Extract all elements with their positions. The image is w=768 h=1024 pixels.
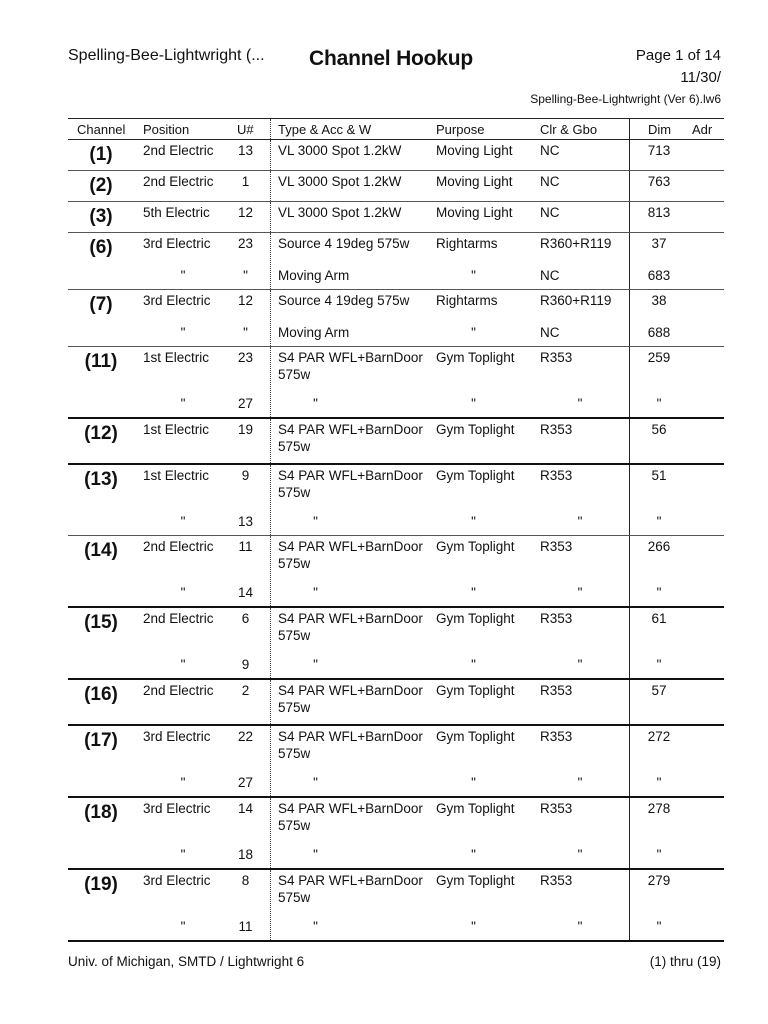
channel-number: (11) xyxy=(84,351,118,372)
column-header-dimmer: Dim xyxy=(648,122,672,137)
position-cell: 1st Electric xyxy=(143,468,210,483)
type-cell: S4 PAR WFL+BarnDoor 575w xyxy=(278,801,423,833)
table-row xyxy=(68,680,724,724)
channel-number: (14) xyxy=(84,540,118,561)
channel-group xyxy=(68,171,724,202)
purpose-cell: Gym Toplight xyxy=(436,873,515,888)
dimmer-cell: 56 xyxy=(651,422,667,437)
dimmer-cell: 57 xyxy=(651,683,667,698)
type-cell: Source 4 19deg 575w xyxy=(278,236,410,251)
color-cell: " xyxy=(577,657,583,672)
purpose-cell: Gym Toplight xyxy=(436,801,515,816)
type-cell: " xyxy=(313,847,318,862)
unit-number-cell: 2 xyxy=(241,683,250,698)
channel-number: (3) xyxy=(89,206,113,227)
channel-number: (1) xyxy=(89,144,113,165)
channel-group xyxy=(68,680,724,726)
column-divider-solid xyxy=(629,608,630,678)
dimmer-cell: 278 xyxy=(647,801,671,816)
dimmer-cell: " xyxy=(656,919,662,934)
column-divider-dotted xyxy=(270,465,271,535)
purpose-cell: " xyxy=(471,396,476,411)
hookup-table xyxy=(68,118,724,942)
column-divider-dotted xyxy=(270,140,271,170)
position-cell: " xyxy=(180,268,186,283)
purpose-cell: " xyxy=(471,919,476,934)
dimmer-cell: " xyxy=(656,396,662,411)
color-cell: " xyxy=(577,775,583,790)
position-cell: 2nd Electric xyxy=(143,143,214,158)
column-divider-solid xyxy=(629,798,630,868)
table-row xyxy=(68,770,724,796)
channel-group xyxy=(68,536,724,608)
color-cell: " xyxy=(577,919,583,934)
type-cell: S4 PAR WFL+BarnDoor 575w xyxy=(278,729,423,761)
purpose-cell: Gym Toplight xyxy=(436,729,515,744)
dimmer-cell: 259 xyxy=(647,350,671,365)
column-header-position: Position xyxy=(143,122,190,137)
channel-group xyxy=(68,465,724,536)
unit-number-cell: " xyxy=(243,268,248,283)
page-title: Channel Hookup xyxy=(309,47,474,70)
unit-number-cell: 12 xyxy=(237,293,254,308)
type-cell: " xyxy=(313,585,318,600)
type-cell: " xyxy=(313,775,318,790)
purpose-cell: Rightarms xyxy=(436,293,498,308)
unit-number-cell: 14 xyxy=(237,585,254,600)
channel-number: (18) xyxy=(84,802,118,823)
column-divider-dotted xyxy=(270,419,271,463)
position-cell: " xyxy=(180,919,186,934)
type-cell: VL 3000 Spot 1.2kW xyxy=(278,174,402,189)
column-divider-solid xyxy=(629,233,630,289)
unit-number-cell: 23 xyxy=(237,236,254,251)
type-cell: VL 3000 Spot 1.2kW xyxy=(278,205,402,220)
unit-number-cell: 22 xyxy=(237,729,254,744)
page-number: Page 1 of 14 xyxy=(635,47,721,64)
column-divider-solid xyxy=(629,171,630,201)
footer-range: (1) thru (19) xyxy=(649,954,721,969)
channel-number: (17) xyxy=(84,730,118,751)
type-cell: " xyxy=(313,514,318,529)
position-cell: " xyxy=(180,514,186,529)
unit-number-cell: 9 xyxy=(241,657,250,672)
type-cell: Moving Arm xyxy=(278,268,350,283)
dimmer-cell: 688 xyxy=(647,325,671,340)
channel-number: (15) xyxy=(84,612,118,633)
dimmer-cell: 38 xyxy=(651,293,667,308)
column-header-channel: Channel xyxy=(77,122,126,137)
column-divider-dotted xyxy=(270,233,271,289)
position-cell: 2nd Electric xyxy=(143,539,214,554)
table-row xyxy=(68,347,724,391)
color-cell: R353 xyxy=(540,539,573,554)
unit-number-cell: 6 xyxy=(241,611,250,626)
purpose-cell: Gym Toplight xyxy=(436,468,515,483)
dimmer-cell: 279 xyxy=(647,873,671,888)
unit-number-cell: 27 xyxy=(237,775,254,790)
type-cell: " xyxy=(313,919,318,934)
table-row xyxy=(68,465,724,509)
channel-number: (6) xyxy=(89,237,113,258)
color-cell: R353 xyxy=(540,729,573,744)
channel-group xyxy=(68,608,724,680)
dimmer-cell: 763 xyxy=(647,174,671,189)
table-row xyxy=(68,652,724,678)
purpose-cell: Gym Toplight xyxy=(436,350,515,365)
purpose-cell: Moving Light xyxy=(436,143,513,158)
position-cell: 1st Electric xyxy=(143,422,210,437)
column-divider-solid xyxy=(629,726,630,796)
purpose-cell: Gym Toplight xyxy=(436,611,515,626)
color-cell: NC xyxy=(540,143,560,158)
color-cell: NC xyxy=(540,205,560,220)
dimmer-cell: 683 xyxy=(647,268,671,283)
color-cell: " xyxy=(577,585,583,600)
purpose-cell: " xyxy=(471,775,476,790)
color-cell: R360+R119 xyxy=(540,236,612,251)
column-divider-solid xyxy=(629,202,630,232)
dimmer-cell: 713 xyxy=(647,143,671,158)
column-divider-dotted xyxy=(270,202,271,232)
color-cell: R353 xyxy=(540,350,573,365)
color-cell: R353 xyxy=(540,801,573,816)
channel-group xyxy=(68,419,724,465)
column-divider-dotted xyxy=(270,347,271,417)
column-divider-dotted xyxy=(270,290,271,346)
position-cell: 2nd Electric xyxy=(143,683,214,698)
color-cell: NC xyxy=(540,268,560,283)
column-header-address: Adr xyxy=(692,122,713,137)
table-row xyxy=(68,726,724,770)
table-row xyxy=(68,419,724,463)
channel-number: (16) xyxy=(84,684,118,705)
color-cell: R353 xyxy=(540,468,573,483)
position-cell: " xyxy=(180,657,186,672)
column-divider-dotted xyxy=(270,870,271,940)
table-row xyxy=(68,608,724,652)
channel-number: (2) xyxy=(89,175,113,196)
table-row xyxy=(68,509,724,535)
table-row xyxy=(68,263,724,289)
dimmer-cell: 37 xyxy=(651,236,667,251)
position-cell: 3rd Electric xyxy=(143,293,211,308)
table-row xyxy=(68,202,724,232)
column-header-type: Type & Acc & W xyxy=(278,122,372,137)
unit-number-cell: 1 xyxy=(241,174,250,189)
type-cell: S4 PAR WFL+BarnDoor 575w xyxy=(278,539,423,571)
channel-group xyxy=(68,233,724,290)
table-row xyxy=(68,536,724,580)
table-row xyxy=(68,320,724,346)
table-row xyxy=(68,290,724,320)
position-cell: 3rd Electric xyxy=(143,801,211,816)
dimmer-cell: " xyxy=(656,847,662,862)
column-divider-solid xyxy=(629,870,630,940)
column-divider-dotted xyxy=(270,726,271,796)
unit-number-cell: 11 xyxy=(238,539,253,554)
column-header-unit: U# xyxy=(237,122,254,137)
column-header-row xyxy=(68,118,724,140)
column-header-purpose: Purpose xyxy=(436,122,485,137)
column-divider-solid xyxy=(629,419,630,463)
purpose-cell: Rightarms xyxy=(436,236,498,251)
dimmer-cell: 61 xyxy=(651,611,667,626)
unit-number-cell: 9 xyxy=(241,468,250,483)
channel-number: (7) xyxy=(89,294,113,315)
dimmer-cell: " xyxy=(656,775,662,790)
purpose-cell: Moving Light xyxy=(436,174,513,189)
table-row xyxy=(68,391,724,417)
color-cell: R353 xyxy=(540,611,573,626)
dimmer-cell: " xyxy=(656,657,662,672)
unit-number-cell: 13 xyxy=(237,143,254,158)
type-cell: " xyxy=(313,657,318,672)
purpose-cell: Moving Light xyxy=(436,205,513,220)
color-cell: NC xyxy=(540,174,560,189)
purpose-cell: Gym Toplight xyxy=(436,683,515,698)
unit-number-cell: 19 xyxy=(237,422,254,437)
type-cell: S4 PAR WFL+BarnDoor 575w xyxy=(278,873,423,905)
purpose-cell: Gym Toplight xyxy=(436,422,515,437)
table-row xyxy=(68,914,724,940)
column-divider-solid xyxy=(629,680,630,724)
channel-number: (13) xyxy=(84,469,118,490)
type-cell: S4 PAR WFL+BarnDoor 575w xyxy=(278,683,423,715)
print-date: 11/30/ xyxy=(680,69,721,86)
position-cell: " xyxy=(180,585,186,600)
column-divider-dotted xyxy=(270,171,271,201)
column-divider-solid xyxy=(629,140,630,170)
position-cell: " xyxy=(180,775,186,790)
unit-number-cell: 12 xyxy=(237,205,254,220)
unit-number-cell: 8 xyxy=(241,873,250,888)
column-divider-dotted xyxy=(270,536,271,606)
table-row xyxy=(68,171,724,201)
type-cell: S4 PAR WFL+BarnDoor 575w xyxy=(278,611,423,643)
position-cell: " xyxy=(180,847,186,862)
color-cell: R360+R119 xyxy=(540,293,612,308)
table-row xyxy=(68,140,724,170)
unit-number-cell: 18 xyxy=(237,847,254,862)
position-cell: 5th Electric xyxy=(143,205,210,220)
dimmer-cell: " xyxy=(656,514,662,529)
type-cell: Source 4 19deg 575w xyxy=(278,293,410,308)
channel-group xyxy=(68,798,724,870)
position-cell: " xyxy=(180,396,186,411)
table-row xyxy=(68,580,724,606)
table-row xyxy=(68,233,724,263)
column-divider-solid xyxy=(629,290,630,346)
position-cell: 2nd Electric xyxy=(143,174,214,189)
position-cell: 3rd Electric xyxy=(143,236,211,251)
type-cell: Moving Arm xyxy=(278,325,350,340)
channel-number: (19) xyxy=(84,874,118,895)
type-cell: S4 PAR WFL+BarnDoor 575w xyxy=(278,350,423,382)
table-body xyxy=(68,140,724,942)
unit-number-cell: 27 xyxy=(237,396,254,411)
column-divider-solid xyxy=(629,536,630,606)
position-cell: 3rd Electric xyxy=(143,729,211,744)
color-cell: R353 xyxy=(540,683,573,698)
purpose-cell: Gym Toplight xyxy=(436,539,515,554)
dimmer-cell: 266 xyxy=(647,539,671,554)
dimmer-cell: 51 xyxy=(651,468,667,483)
file-name: Spelling-Bee-Lightwright (Ver 6).lw6 xyxy=(530,92,721,106)
position-cell: 2nd Electric xyxy=(143,611,214,626)
channel-group xyxy=(68,870,724,942)
dimmer-cell: " xyxy=(656,585,662,600)
purpose-cell: " xyxy=(471,514,476,529)
channel-group xyxy=(68,202,724,233)
unit-number-cell: 14 xyxy=(237,801,254,816)
table-row xyxy=(68,842,724,868)
table-row xyxy=(68,870,724,914)
position-cell: " xyxy=(180,325,186,340)
channel-group xyxy=(68,726,724,798)
type-cell: VL 3000 Spot 1.2kW xyxy=(278,143,402,158)
color-cell: R353 xyxy=(540,422,573,437)
channel-number: (12) xyxy=(84,423,118,444)
purpose-cell: " xyxy=(471,657,476,672)
column-divider-solid xyxy=(629,119,630,139)
type-cell: " xyxy=(313,396,318,411)
unit-number-cell: 23 xyxy=(237,350,254,365)
purpose-cell: " xyxy=(471,268,476,283)
type-cell: S4 PAR WFL+BarnDoor 575w xyxy=(278,422,423,454)
column-divider-solid xyxy=(629,347,630,417)
footer-institution: Univ. of Michigan, SMTD / Lightwright 6 xyxy=(68,954,305,969)
unit-number-cell: 11 xyxy=(238,919,253,934)
unit-number-cell: " xyxy=(243,325,248,340)
color-cell: R353 xyxy=(540,873,573,888)
color-cell: " xyxy=(577,396,583,411)
column-divider-solid xyxy=(629,465,630,535)
column-divider-dotted xyxy=(270,119,271,139)
position-cell: 1st Electric xyxy=(143,350,210,365)
column-divider-dotted xyxy=(270,680,271,724)
column-divider-dotted xyxy=(270,608,271,678)
purpose-cell: " xyxy=(471,847,476,862)
column-divider-dotted xyxy=(270,798,271,868)
channel-group xyxy=(68,347,724,419)
purpose-cell: " xyxy=(471,325,476,340)
position-cell: 3rd Electric xyxy=(143,873,211,888)
color-cell: " xyxy=(577,847,583,862)
type-cell: S4 PAR WFL+BarnDoor 575w xyxy=(278,468,423,500)
show-name: Spelling-Bee-Lightwright (... xyxy=(68,47,265,64)
unit-number-cell: 13 xyxy=(237,514,254,529)
color-cell: " xyxy=(577,514,583,529)
purpose-cell: " xyxy=(471,585,476,600)
channel-group xyxy=(68,140,724,171)
dimmer-cell: 272 xyxy=(647,729,671,744)
dimmer-cell: 813 xyxy=(647,205,671,220)
table-row xyxy=(68,798,724,842)
channel-group xyxy=(68,290,724,347)
color-cell: NC xyxy=(540,325,560,340)
column-header-color: Clr & Gbo xyxy=(540,122,598,137)
